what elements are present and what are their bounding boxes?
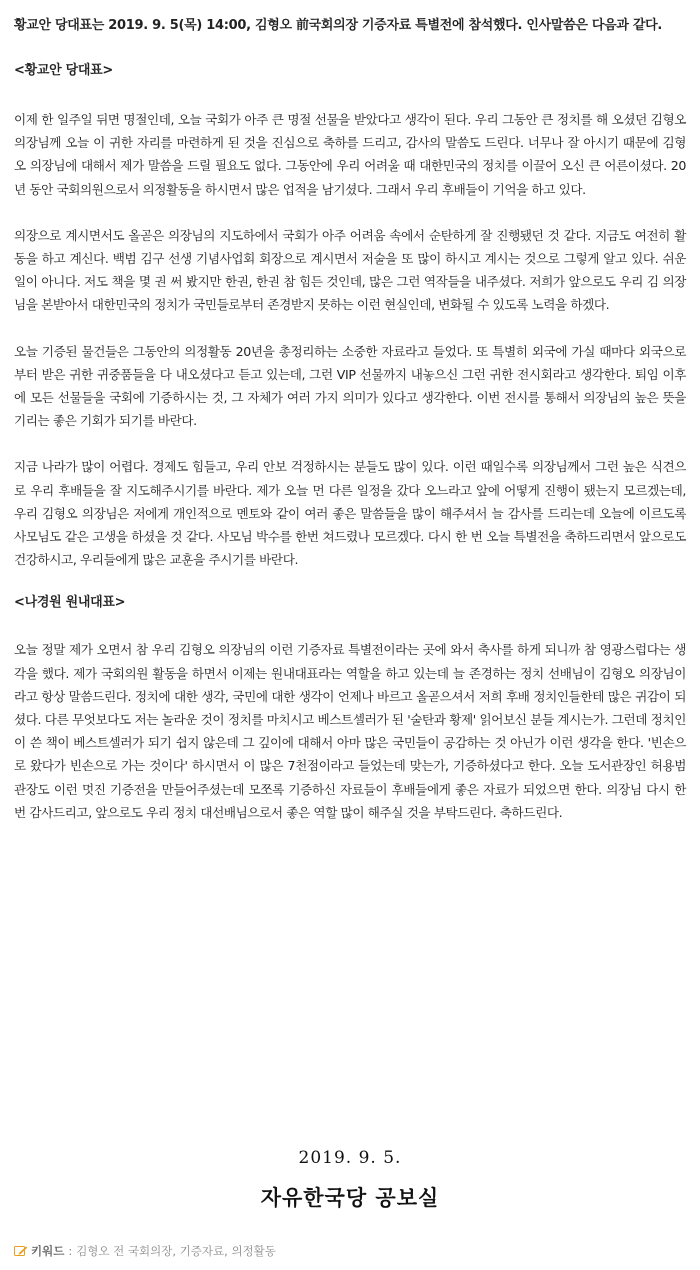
release-date: 2019. 9. 5. bbox=[298, 1148, 402, 1168]
pencil-icon bbox=[14, 1245, 28, 1257]
keyword-separator: : bbox=[68, 1244, 73, 1258]
speech-paragraph: 이제 한 일주일 뒤면 명절인데, 오늘 국회가 아주 큰 명절 선물을 받았다고 생각이 된다. 우리 그동안 큰 정치를 해 오셨던 김형오 의장님께 오늘 이 귀한 자리를 마련하게 된 것을 진심으로 축하를 드리고, 감사의 말씀도 드린다. 너무나 잘 아시기 때문에 김형오 의장님에 대해서 제가 말씀을 드릴 필요도 없다. 그동안에 우리 어려울 때 대한민국의 정치를 이끌어 오신 큰 어른이셨다. 20년 동안 국회의원으로서 의정활동을 하시면서 많은 업적을 남기셨다. 그래서 우리 후배들이 기억을 하고 있다. bbox=[14, 112, 686, 197]
speaker-heading-hwang: <황교안 당대표> bbox=[14, 63, 113, 78]
keyword-label: 키워드 bbox=[31, 1244, 65, 1258]
keyword-list: 김형오 전 국회의장, 기증자료, 의정활동 bbox=[76, 1244, 276, 1258]
speech-paragraph: 오늘 정말 제가 오면서 참 우리 김형오 의장님의 이런 기증자료 특별전이라는 곳에 와서 축사를 하게 되니까 참 영광스럽다는 생각을 했다. 제가 국회의원 활동을 하면서 이제는 원내대표라는 역할을 하고 있는데 늘 존경하는 정치 선배님이 김형오 의장님이라고 항상 말씀드린다. 정치에 대한 생각, 국민에 대한 생각이 언제나 바르고 올곧으셔서 저희 후배 정치인들한테 많은 귀감이 되셨다. 다른 무엇보다도 저는 놀라운 것이 정치를 마치시고 베스트셀러가 된 '술탄과 황제' 읽어보신 분들 계시는가. 그런데 정치인이 쓴 책이 베스트셀러가 되기 쉽지 않은데 그 깊이에 대해서 아마 많은 국민들이 공감하는 것 아닌가 이런 생각을 한다. '빈손으로 왔다가 빈손으로 가는 것이다' 하시면서 이 많은 7천점이라고 들었는데 맞는가, 기증하셨다고 한다. 오늘 도서관장인 허용범 관장도 이런 멋진 기증전을 만들어주셨는데 모쪼록 기증하신 자료들이 후배들에게 좋은 자료가 되었으면 한다. 의장님 다시 한 번 감사드리고, 앞으로도 우리 정치 대선배님으로서 좋은 역할 많이 해주실 것을 부탁드린다. 축하드린다. bbox=[14, 642, 686, 820]
keyword-footer bbox=[14, 1243, 276, 1259]
intro-text: 황교안 당대표는 2019. 9. 5(목) 14:00, 김형오 前국회의장 기증자료 특별전에 참석했다. 인사말씀은 다음과 같다. bbox=[14, 18, 663, 33]
issuing-organization: 자유한국당 공보실 bbox=[260, 1186, 440, 1210]
speech-paragraph: 오늘 기증된 물건들은 그동안의 의정활동 20년을 총정리하는 소중한 자료라고 들었다. 또 특별히 외국에 가실 때마다 외국으로부터 받은 귀한 귀중품들을 다 내오셨다고 듣고 있는데, 그런 VIP 선물까지 내놓으신 그런 귀한 전시회라고 생각한다. 퇴임 이후에 모든 선물들을 국회에 기증하시는 것, 그 자체가 여러 가지 의미가 있다고 생각한다. 이번 전시를 통해서 의장님의 높은 뜻을 기리는 좋은 기회가 되기를 바란다. bbox=[14, 343, 686, 429]
press-release-body bbox=[14, 13, 686, 824]
speech-paragraph: 의장으로 계시면서도 올곧은 의장님의 지도하에서 국회가 아주 어려움 속에서 순탄하게 잘 진행됐던 것 같다. 지금도 여전히 활동을 하고 계신다. 백범 김구 선생 기념사업회 회장으로 계시면서 저술을 또 많이 하시고 계시는 것으로 그렇게 알고 있다. 쉬운 일이 아니다. 저도 책을 몇 권 써 봤지만 한권, 한권 참 힘든 것인데, 많은 그런 역작들을 내주셨다. 저희가 앞으로도 우리 김 의장님을 본받아서 대한민국의 정치가 국민들로부터 존경받지 못하는 이런 현실인데, 변화될 수 있도록 노력을 하겠다. bbox=[14, 227, 686, 313]
speech-paragraph: 지금 나라가 많이 어렵다. 경제도 힘들고, 우리 안보 걱정하시는 분들도 많이 있다. 이런 때일수록 의장님께서 그런 높은 식견으로 우리 후배들을 잘 지도해주시기를 바란다. 제가 오늘 먼 다른 일정을 갔다 오느라고 앞에 어떻게 진행이 됐는지 모르겠는데, 우리 김형오 의장님은 저에게 개인적으로 멘토와 같이 여러 좋은 말씀들을 많이 해주셔서 늘 감사를 드리는데 오늘에 이르도록 사모님도 같은 고생을 하셨을 것 같다. 사모님 박수를 한번 쳐드렸나 모르겠다. 다시 한 번 오늘 특별전을 축하드리면서 앞으로도 건강하시고, 우리들에게 많은 교훈을 주시기를 바란다. bbox=[14, 459, 686, 568]
speaker-heading-na: <나경원 원내대표> bbox=[14, 595, 126, 611]
